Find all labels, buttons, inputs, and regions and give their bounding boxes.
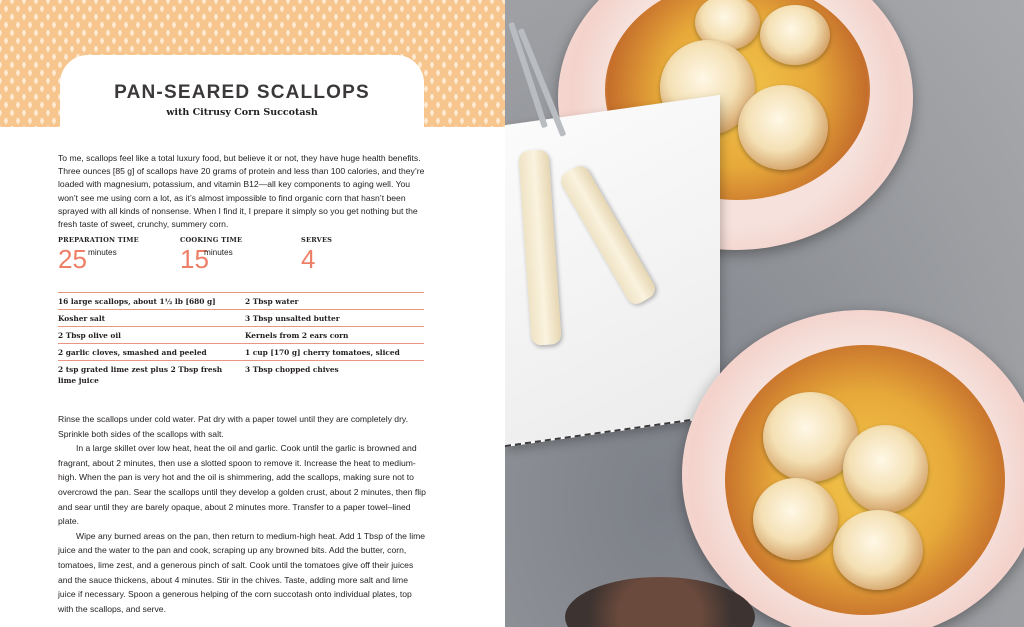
ingredient-item: Kernels from 2 ears corn <box>245 331 349 340</box>
method-step: Wipe any burned areas on the pan, then return to medium-high heat. Add 1 Tbsp of the lime juice and the water to the pan and cook, scraping up any browned bits. Add the butter, corn, tomatoes, lime zest, and a generous pinch of salt. Cook until the tomatoes give off their juices and the sauce thickens, about 4 minutes. Stir in the chives. Taste, adding more salt and lime juice if necessary. Spoon a generous helping of the corn succotash onto individual plates, top with the scallops, and serve. <box>58 530 426 614</box>
ingredient-row <box>58 343 424 360</box>
recipe-intro: To me, scallops feel like a total luxury food, but believe it or not, they have huge health benefits. Three ounces [85 g] of scallops have 20 grams of protein and less than 100 calories, and they’re loaded with magnesium, potassium, and vitamin B12—all key components to aging well. You won’t see me using corn a lot, as it’s almost impossible to find organic corn that hasn’t been sprayed with all kinds of nonsense. When I find it, I prepare it simply so you get nothing but the fresh taste of sweet, crunchy, summery corn. <box>58 153 425 230</box>
ingredient-item: 1 cup [170 g] cherry tomatoes, sliced <box>245 348 400 357</box>
method <box>58 412 426 616</box>
ingredient-row <box>58 360 424 388</box>
recipe-title: PAN-SEARED SCALLOPS <box>114 82 370 103</box>
food-photo <box>505 0 1024 627</box>
scallop <box>760 5 830 65</box>
recipe-page <box>0 0 505 627</box>
scallop <box>738 85 828 170</box>
ingredient-item: 2 Tbsp water <box>245 297 299 306</box>
ingredients-table <box>58 292 424 388</box>
prep-time <box>58 236 139 274</box>
ingredient-row <box>58 326 424 343</box>
ingredient-row <box>58 292 424 309</box>
recipe-subtitle: with Citrusy Corn Succotash <box>166 107 318 118</box>
ingredient-item: Kosher salt <box>58 314 106 323</box>
ingredient-item: 3 Tbsp unsalted butter <box>245 314 340 323</box>
ingredient-item: 2 garlic cloves, smashed and peeled <box>58 348 207 357</box>
serves <box>301 236 333 274</box>
method-step: Rinse the scallops under cold water. Pat dry with a paper towel until they are completely dry. Sprinkle both sides of the scallops with salt. <box>58 414 408 439</box>
ingredient-item: 16 large scallops, about 1½ lb [680 g] <box>58 297 216 306</box>
cook-time-label: COOKING TIME <box>180 236 243 244</box>
scallop <box>843 425 928 513</box>
prep-time-unit: minutes <box>88 248 117 257</box>
prep-time-label: PREPARATION TIME <box>58 236 139 244</box>
ingredient-item: 3 Tbsp chopped chives <box>245 365 339 374</box>
cook-time-value: 15 <box>180 244 209 274</box>
scallop <box>833 510 923 590</box>
cook-time <box>180 236 243 274</box>
cook-time-unit: minutes <box>204 248 233 257</box>
ingredient-item: 2 tsp grated lime zest plus 2 Tbsp fresh lime juice <box>58 365 223 385</box>
scallop <box>753 478 838 560</box>
serves-label: SERVES <box>301 236 333 244</box>
prep-time-value: 25 <box>58 244 87 274</box>
method-step: In a large skillet over low heat, heat the oil and garlic. Cook until the garlic is browned and fragrant, about 2 minutes, then use a slotted spoon to remove it. Increase the heat to medium-high. When the pan is very hot and the oil is shimmering, add the scallops, making sure not to overcrowd the pan. Sear the scallops until they develop a golden crust, about 2 minutes, then flip and sear until they are barely opaque, about 2 minutes more. Transfer to a paper towel–lined plate. <box>58 443 426 527</box>
ingredient-item: 2 Tbsp olive oil <box>58 331 121 340</box>
ingredient-row <box>58 309 424 326</box>
serves-value: 4 <box>301 244 316 274</box>
